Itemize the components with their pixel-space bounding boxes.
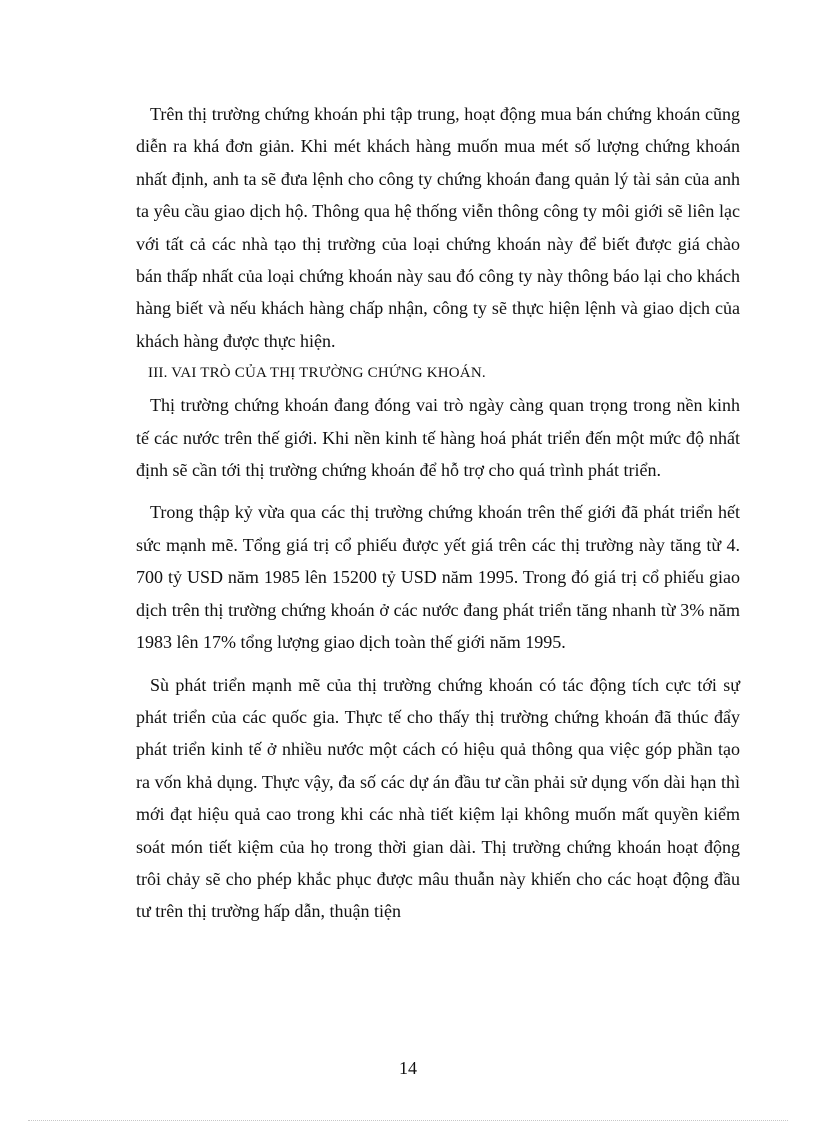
page-bottom-divider bbox=[28, 1120, 788, 1121]
paragraph-otc-trading: Trên thị trường chứng khoán phi tập trung, hoạt động mua bán chứng khoán cũng diễn ra khá đơn giản. Khi mét khách hàng muốn mua mét số lượng chứng khoán nhất định, anh ta sẽ đưa lệnh cho công ty chứng khoán đang quản lý tài sản của anh ta yêu cầu giao dịch hộ. Thông qua hệ thống viễn thông công ty môi giới sẽ liên lạc với tất cả các nhà tạo thị trường của loại chứng khoán này để biết được giá chào bán thấp nhất của loại chứng khoán này sau đó công ty này thông báo lại cho khách hàng biết và nếu khách hàng chấp nhận, công ty sẽ thực hiện lệnh và giao dịch của khách hàng được thực hiện. bbox=[136, 104, 740, 351]
document-body bbox=[136, 98, 740, 928]
section-heading: III. VAI TRÒ CỦA THỊ TRƯỜNG CHỨNG KHOÁN. bbox=[148, 365, 486, 382]
page-number: 14 bbox=[399, 1058, 417, 1078]
paragraph-role-of-market: Thị trường chứng khoán đang đóng vai trò ngày càng quan trọng trong nền kinh tế các nước trên thế giới. Khi nền kinh tế hàng hoá phát triển đến một mức độ nhất định sẽ cần tới thị trường chứng khoán để hỗ trợ cho quá trình phát triển. bbox=[136, 395, 740, 481]
paragraph-decade-growth: Trong thập kỷ vừa qua các thị trường chứng khoán trên thế giới đã phát triển hết sức mạnh mẽ. Tổng giá trị cổ phiếu được yết giá trên các thị trường này tăng từ 4. 700 tỷ USD năm 1985 lên 15200 tỷ USD năm 1995. Trong đó giá trị cổ phiếu giao dịch trên thị trường chứng khoán ở các nước đang phát triển tăng nhanh từ 3% năm 1983 lên 17% tổng lượng giao dịch toàn thế giới năm 1995. bbox=[136, 502, 740, 653]
paragraph-economic-impact: Sù phát triển mạnh mẽ của thị trường chứng khoán có tác động tích cực tới sự phát triển của các quốc gia. Thực tế cho thấy thị trường chứng khoán đã thúc đẩy phát triển kinh tế ở nhiều nước một cách có hiệu quả thông qua việc góp phần tạo ra vốn khả dụng. Thực vậy, đa số các dự án đầu tư cần phải sử dụng vốn dài hạn thì mới đạt hiệu quả cao trong khi các nhà tiết kiệm lại không muốn mất quyền kiểm soát món tiết kiệm của họ trong thời gian dài. Thị trường chứng khoán hoạt động trôi chảy sẽ cho phép khắc phục được mâu thuẫn này khiến cho các hoạt động đầu tư trên thị trường hấp dẫn, thuận tiện bbox=[136, 674, 740, 922]
